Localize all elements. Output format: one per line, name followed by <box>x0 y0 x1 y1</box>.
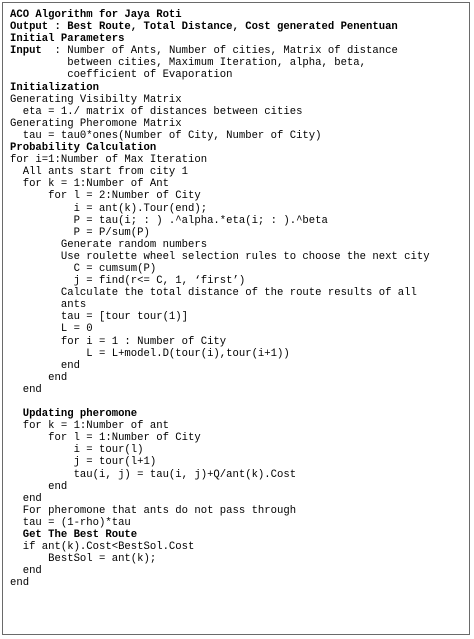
code-line <box>10 45 472 57</box>
code-line: end <box>10 371 68 384</box>
code-line-keyword: Input <box>10 45 42 58</box>
code-line: for k = 1:Number of ant <box>10 420 169 433</box>
pseudocode-block <box>10 9 472 590</box>
code-line: tau(i, j) = tau(i, j)+Q/ant(k).Cost <box>10 468 297 481</box>
code-line: for i = 1 : Number of City <box>10 335 227 348</box>
code-line: for l = 1:Number of City <box>10 432 201 445</box>
code-line: tau = (1-rho)*tau <box>10 516 131 529</box>
code-line: j = tour(l+1) <box>10 456 157 469</box>
code-line: between cities, Maximum Iteration, alpha, beta, <box>10 57 367 70</box>
code-line: coefficient of Evaporation <box>10 69 233 82</box>
code-line: Probability Calculation <box>10 142 157 155</box>
code-line: Initialization <box>10 81 100 94</box>
code-line: For pheromone that ants do not pass through <box>10 504 297 517</box>
code-line: Generating Visibilty Matrix <box>10 93 182 106</box>
code-line: Generating Pheromone Matrix <box>10 117 182 130</box>
code-line: ACO Algorithm for Jaya Roti <box>10 9 182 21</box>
code-line: P = tau(i; : ) .^alpha.*eta(i; : ).^beta <box>10 214 328 227</box>
code-line: eta = 1./ matrix of distances between cities <box>10 105 303 118</box>
code-line: C = cumsum(P) <box>10 262 157 275</box>
code-line: end <box>10 565 42 578</box>
code-line: ants <box>10 299 87 312</box>
code-line: tau = tau0*ones(Number of City, Number of City) <box>10 129 322 142</box>
code-line: end <box>10 577 30 590</box>
code-line: i = ant(k).Tour(end); <box>10 202 208 215</box>
code-line: end <box>10 383 42 396</box>
code-line: Updating pheromone <box>10 408 138 421</box>
code-line: Output : Best Route, Total Distance, Cost generated Penentuan <box>10 21 398 34</box>
code-line: Calculate the total distance of the route results of all <box>10 287 417 300</box>
code-line: i = tour(l) <box>10 444 144 457</box>
code-line: All ants start from city 1 <box>10 166 189 179</box>
code-line: L = 0 <box>10 323 93 336</box>
algorithm-box <box>2 2 470 635</box>
code-line: for k = 1:Number of Ant <box>10 178 169 191</box>
code-line: end <box>10 359 80 372</box>
code-line: end <box>10 480 68 493</box>
code-line: P = P/sum(P) <box>10 226 150 239</box>
code-line <box>10 396 472 408</box>
code-line: Get The Best Route <box>10 529 138 542</box>
code-line: for i=1:Number of Max Iteration <box>10 154 208 167</box>
code-line: if ant(k).Cost<BestSol.Cost <box>10 541 195 554</box>
code-line: for l = 2:Number of City <box>10 190 201 203</box>
code-line-text: : Number of Ants, Number of cities, Matrix of distance <box>41 45 398 58</box>
code-line: Use roulette wheel selection rules to choose the next city <box>10 250 430 263</box>
code-line: L = L+model.D(tour(i),tour(i+1)) <box>10 347 290 360</box>
code-line: BestSol = ant(k); <box>10 553 157 566</box>
code-line: Generate random numbers <box>10 238 208 251</box>
code-line: j = find(r<= C, 1, ‘first’) <box>10 275 246 288</box>
code-line: Initial Parameters <box>10 33 125 46</box>
code-line: tau = [tour tour(1)] <box>10 311 189 324</box>
code-line: end <box>10 492 42 505</box>
